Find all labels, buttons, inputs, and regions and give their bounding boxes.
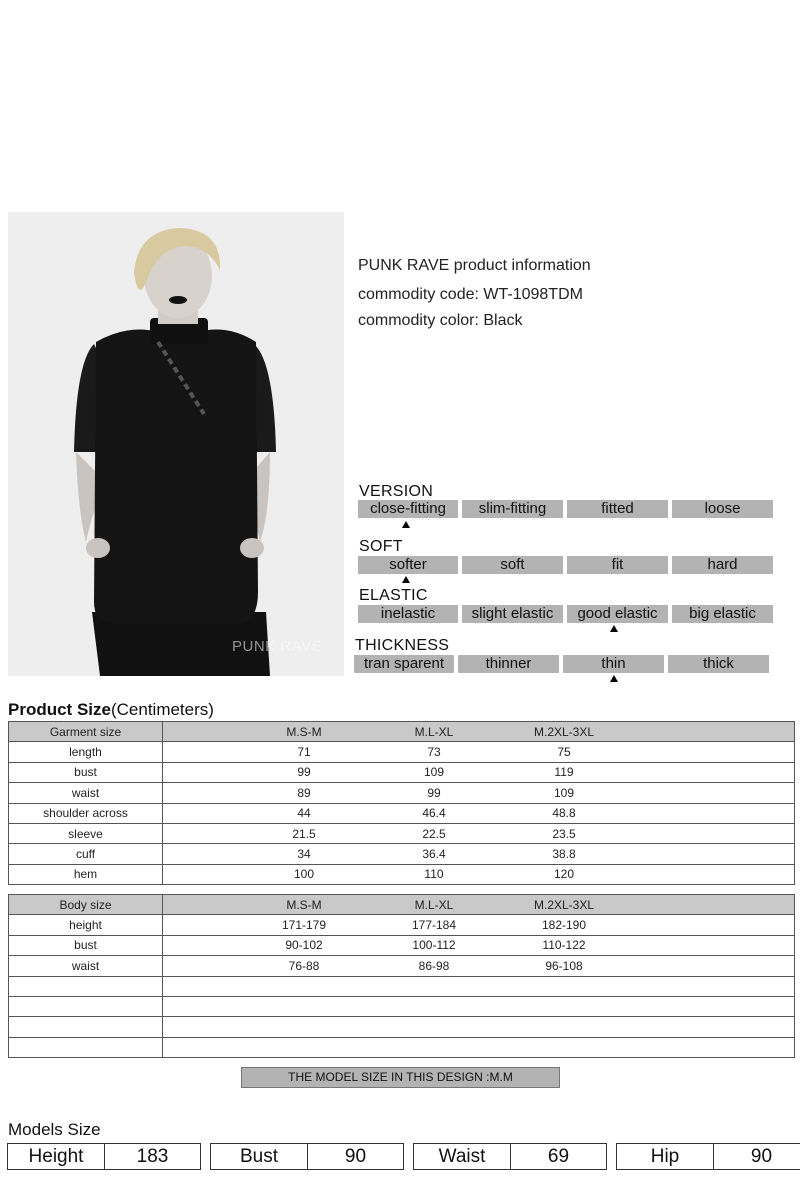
model-measure-value: 90 bbox=[713, 1144, 800, 1169]
size-header: M.L-XL bbox=[414, 897, 454, 912]
row-label: height bbox=[9, 915, 163, 935]
table-row bbox=[9, 803, 795, 823]
commodity-code: commodity code: WT-1098TDM bbox=[358, 286, 583, 303]
table-row-empty bbox=[9, 1017, 795, 1037]
table-header-sizes bbox=[163, 722, 795, 742]
product-photo bbox=[8, 212, 344, 676]
table-row bbox=[9, 742, 795, 762]
model-measure-value: 69 bbox=[510, 1144, 606, 1169]
row-label: length bbox=[9, 742, 163, 762]
table-cell: 76-88 bbox=[288, 958, 320, 973]
table-header-label: Garment size bbox=[9, 722, 163, 742]
row-values bbox=[163, 915, 795, 935]
table-header-row bbox=[9, 722, 795, 742]
version-option: loose bbox=[672, 500, 773, 518]
table-cell: 99 bbox=[427, 785, 441, 800]
row-values bbox=[163, 762, 795, 782]
row-values bbox=[163, 742, 795, 762]
table-row bbox=[9, 915, 795, 935]
model-height bbox=[7, 1143, 201, 1170]
table-cell: 109 bbox=[553, 785, 575, 800]
row-label: waist bbox=[9, 783, 163, 803]
row-values bbox=[163, 1037, 795, 1057]
table-header-row bbox=[9, 895, 795, 915]
model-measure-label: Waist bbox=[438, 1146, 486, 1167]
table-row bbox=[9, 956, 795, 976]
table-cell: 46.4 bbox=[422, 806, 446, 821]
model-bust bbox=[210, 1143, 404, 1170]
table-row bbox=[9, 864, 795, 884]
row-values bbox=[163, 935, 795, 955]
table-cell: 22.5 bbox=[422, 826, 446, 841]
models-size-title: Models Size bbox=[8, 1120, 101, 1139]
row-values bbox=[163, 803, 795, 823]
table-row bbox=[9, 783, 795, 803]
row-values bbox=[163, 864, 795, 884]
table-cell: 100 bbox=[293, 867, 315, 882]
row-label: hem bbox=[9, 864, 163, 884]
model-measure-value: 90 bbox=[307, 1144, 403, 1169]
brand-watermark: PUNK RAVE bbox=[232, 638, 323, 655]
soft-title: SOFT bbox=[359, 538, 403, 555]
model-size-note: THE MODEL SIZE IN THIS DESIGN :M.M bbox=[241, 1067, 560, 1088]
soft-option: fit bbox=[567, 556, 668, 574]
version-option: close-fitting bbox=[358, 500, 458, 518]
size-header: M.2XL-3XL bbox=[533, 724, 595, 739]
row-label: shoulder across bbox=[9, 803, 163, 823]
elastic-title: ELASTIC bbox=[359, 587, 428, 604]
product-size-unit: (Centimeters) bbox=[110, 700, 214, 719]
soft-option: hard bbox=[672, 556, 773, 574]
product-size-title bbox=[8, 700, 214, 720]
row-label: sleeve bbox=[9, 823, 163, 843]
version-option: fitted bbox=[567, 500, 668, 518]
row-label bbox=[9, 1037, 163, 1057]
row-label bbox=[9, 996, 163, 1016]
up-triangle-icon bbox=[610, 675, 618, 682]
version-option: slim-fitting bbox=[462, 500, 563, 518]
garment-size-table bbox=[8, 721, 795, 885]
row-label: cuff bbox=[9, 844, 163, 864]
table-header-label: Body size bbox=[9, 895, 163, 915]
row-label bbox=[9, 1017, 163, 1037]
table-cell: 21.5 bbox=[292, 826, 316, 841]
version-title: VERSION bbox=[359, 483, 434, 500]
table-cell: 100-112 bbox=[412, 938, 456, 953]
model-waist bbox=[413, 1143, 607, 1170]
row-values bbox=[163, 844, 795, 864]
thickness-option: thin bbox=[563, 655, 664, 673]
row-values bbox=[163, 823, 795, 843]
version-scale bbox=[358, 500, 773, 518]
size-header: M.S-M bbox=[286, 724, 322, 739]
model-measure-label: Bust bbox=[239, 1146, 279, 1167]
product-info-heading: PUNK RAVE product information bbox=[358, 257, 591, 274]
size-header: M.L-XL bbox=[414, 724, 454, 739]
table-cell: 34 bbox=[297, 847, 311, 862]
table-cell: 38.8 bbox=[552, 847, 576, 862]
table-cell: 119 bbox=[554, 765, 574, 780]
thickness-option: thinner bbox=[458, 655, 559, 673]
table-row-empty bbox=[9, 996, 795, 1016]
elastic-option: inelastic bbox=[358, 605, 458, 623]
thickness-option: tran sparent bbox=[354, 655, 454, 673]
table-cell: 96-108 bbox=[545, 958, 583, 973]
model-hip bbox=[616, 1143, 800, 1170]
model-illustration bbox=[8, 212, 344, 676]
table-header-sizes bbox=[163, 895, 795, 915]
up-triangle-icon bbox=[402, 521, 410, 528]
table-cell: 90-102 bbox=[285, 938, 323, 953]
up-triangle-icon bbox=[402, 576, 410, 583]
row-label: waist bbox=[9, 956, 163, 976]
table-cell: 110-122 bbox=[542, 938, 586, 953]
table-cell: 86-98 bbox=[418, 958, 450, 973]
row-label: bust bbox=[9, 935, 163, 955]
row-label: bust bbox=[9, 762, 163, 782]
size-header: M.S-M bbox=[286, 897, 322, 912]
soft-option: softer bbox=[358, 556, 458, 574]
row-values bbox=[163, 1017, 795, 1037]
body-size-table bbox=[8, 894, 795, 1058]
row-values bbox=[163, 956, 795, 976]
table-cell: 44 bbox=[297, 806, 311, 821]
table-row-empty bbox=[9, 1037, 795, 1057]
up-triangle-icon bbox=[610, 625, 618, 632]
row-label bbox=[9, 976, 163, 996]
table-row bbox=[9, 844, 795, 864]
table-cell: 73 bbox=[427, 745, 441, 760]
model-measure-label: Hip bbox=[650, 1146, 680, 1167]
table-cell: 99 bbox=[297, 765, 311, 780]
model-measure-value: 183 bbox=[104, 1144, 200, 1169]
size-header: M.2XL-3XL bbox=[533, 897, 595, 912]
elastic-option: good elastic bbox=[567, 605, 668, 623]
commodity-color: commodity color: Black bbox=[358, 312, 523, 329]
table-row bbox=[9, 762, 795, 782]
table-cell: 171-179 bbox=[281, 918, 327, 933]
table-cell: 89 bbox=[297, 785, 311, 800]
table-cell: 48.8 bbox=[552, 806, 576, 821]
table-cell: 177-184 bbox=[411, 918, 457, 933]
elastic-option: big elastic bbox=[672, 605, 773, 623]
table-cell: 75 bbox=[557, 745, 571, 760]
table-cell: 120 bbox=[553, 867, 575, 882]
soft-option: soft bbox=[462, 556, 563, 574]
table-row bbox=[9, 823, 795, 843]
row-values bbox=[163, 783, 795, 803]
table-cell: 110 bbox=[424, 867, 444, 882]
table-row-empty bbox=[9, 976, 795, 996]
row-values bbox=[163, 996, 795, 1016]
table-cell: 109 bbox=[423, 765, 445, 780]
table-cell: 182-190 bbox=[541, 918, 587, 933]
table-cell: 36.4 bbox=[422, 847, 446, 862]
table-row bbox=[9, 935, 795, 955]
models-size-row bbox=[7, 1143, 800, 1170]
row-values bbox=[163, 976, 795, 996]
elastic-scale bbox=[358, 605, 773, 623]
model-measure-label: Height bbox=[28, 1146, 84, 1167]
product-size-label: Product Size bbox=[8, 700, 111, 719]
thickness-option: thick bbox=[668, 655, 769, 673]
table-cell: 23.5 bbox=[552, 826, 576, 841]
elastic-option: slight elastic bbox=[462, 605, 563, 623]
thickness-title: THICKNESS bbox=[355, 637, 450, 654]
thickness-scale bbox=[354, 655, 769, 673]
soft-scale bbox=[358, 556, 773, 574]
table-cell: 71 bbox=[297, 745, 311, 760]
